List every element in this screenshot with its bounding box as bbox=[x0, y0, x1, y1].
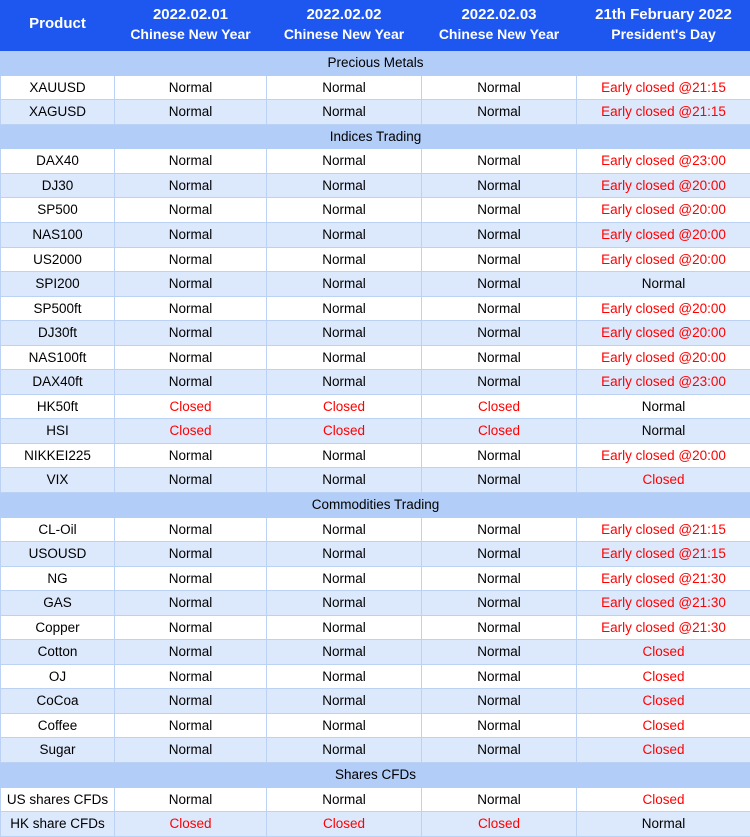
status-cell: Normal bbox=[267, 689, 422, 714]
product-name: DJ30 bbox=[1, 173, 115, 198]
section-header-row bbox=[1, 51, 750, 76]
status-cell: Early closed @21:15 bbox=[577, 100, 750, 125]
status-cell: Normal bbox=[422, 566, 577, 591]
status-cell: Normal bbox=[267, 468, 422, 493]
status-cell: Closed bbox=[422, 394, 577, 419]
status-cell: Normal bbox=[115, 100, 267, 125]
status-cell: Closed bbox=[577, 640, 750, 665]
status-cell: Normal bbox=[267, 591, 422, 616]
table-row bbox=[1, 419, 750, 444]
status-cell: Closed bbox=[577, 787, 750, 812]
status-cell: Normal bbox=[422, 738, 577, 763]
status-cell: Normal bbox=[422, 370, 577, 395]
status-cell: Normal bbox=[115, 713, 267, 738]
status-cell: Normal bbox=[115, 345, 267, 370]
product-name: US2000 bbox=[1, 247, 115, 272]
product-name: Sugar bbox=[1, 738, 115, 763]
status-cell: Normal bbox=[577, 812, 750, 837]
table-row bbox=[1, 345, 750, 370]
status-cell: Normal bbox=[267, 345, 422, 370]
column-header-date-2 bbox=[267, 1, 422, 51]
product-name: HK50ft bbox=[1, 394, 115, 419]
status-cell: Closed bbox=[267, 812, 422, 837]
product-name: SP500 bbox=[1, 198, 115, 223]
status-cell: Normal bbox=[422, 542, 577, 567]
column-header-date-2-subtitle: Chinese New Year bbox=[269, 25, 419, 44]
table-row bbox=[1, 664, 750, 689]
status-cell: Closed bbox=[115, 812, 267, 837]
product-name: CoCoa bbox=[1, 689, 115, 714]
product-name: DAX40ft bbox=[1, 370, 115, 395]
status-cell: Early closed @20:00 bbox=[577, 443, 750, 468]
table-row bbox=[1, 689, 750, 714]
status-cell: Normal bbox=[577, 419, 750, 444]
status-cell: Normal bbox=[267, 272, 422, 297]
table-row bbox=[1, 591, 750, 616]
status-cell: Normal bbox=[267, 198, 422, 223]
status-cell: Normal bbox=[115, 664, 267, 689]
status-cell: Normal bbox=[115, 370, 267, 395]
status-cell: Normal bbox=[267, 247, 422, 272]
header-row bbox=[1, 1, 750, 51]
column-header-date-3-title: 2022.02.03 bbox=[461, 6, 536, 23]
table-row bbox=[1, 615, 750, 640]
table-row bbox=[1, 370, 750, 395]
product-name: Copper bbox=[1, 615, 115, 640]
status-cell: Normal bbox=[115, 222, 267, 247]
status-cell: Early closed @20:00 bbox=[577, 247, 750, 272]
status-cell: Normal bbox=[115, 787, 267, 812]
status-cell: Normal bbox=[115, 75, 267, 100]
status-cell: Normal bbox=[115, 272, 267, 297]
column-header-date-4 bbox=[577, 1, 750, 51]
product-name: Coffee bbox=[1, 713, 115, 738]
status-cell: Normal bbox=[422, 75, 577, 100]
table-row bbox=[1, 198, 750, 223]
status-cell: Closed bbox=[577, 468, 750, 493]
product-name: HSI bbox=[1, 419, 115, 444]
status-cell: Normal bbox=[267, 370, 422, 395]
status-cell: Normal bbox=[115, 198, 267, 223]
status-cell: Normal bbox=[422, 689, 577, 714]
table-row bbox=[1, 149, 750, 174]
status-cell: Normal bbox=[115, 321, 267, 346]
status-cell: Normal bbox=[422, 713, 577, 738]
status-cell: Normal bbox=[422, 100, 577, 125]
column-header-date-1 bbox=[115, 1, 267, 51]
status-cell: Normal bbox=[267, 738, 422, 763]
column-header-date-4-title: 21th February 2022 bbox=[595, 6, 732, 23]
product-name: Cotton bbox=[1, 640, 115, 665]
status-cell: Normal bbox=[422, 296, 577, 321]
table-row bbox=[1, 321, 750, 346]
status-cell: Normal bbox=[422, 787, 577, 812]
product-name: USOUSD bbox=[1, 542, 115, 567]
section-header-row bbox=[1, 124, 750, 149]
product-name: GAS bbox=[1, 591, 115, 616]
product-name: OJ bbox=[1, 664, 115, 689]
status-cell: Normal bbox=[115, 640, 267, 665]
status-cell: Normal bbox=[267, 615, 422, 640]
status-cell: Early closed @20:00 bbox=[577, 198, 750, 223]
section-header-row bbox=[1, 763, 750, 788]
status-cell: Closed bbox=[115, 394, 267, 419]
table-row bbox=[1, 173, 750, 198]
status-cell: Normal bbox=[422, 443, 577, 468]
status-cell: Normal bbox=[422, 591, 577, 616]
table-row bbox=[1, 100, 750, 125]
status-cell: Normal bbox=[115, 542, 267, 567]
table-row bbox=[1, 812, 750, 837]
status-cell: Normal bbox=[422, 640, 577, 665]
product-name: XAGUSD bbox=[1, 100, 115, 125]
section-label: Indices Trading bbox=[1, 124, 750, 149]
status-cell: Normal bbox=[267, 787, 422, 812]
column-header-date-1-subtitle: Chinese New Year bbox=[117, 25, 264, 44]
table-row bbox=[1, 566, 750, 591]
product-name: US shares CFDs bbox=[1, 787, 115, 812]
status-cell: Normal bbox=[422, 615, 577, 640]
column-header-date-4-subtitle: President's Day bbox=[579, 25, 748, 44]
table-row bbox=[1, 272, 750, 297]
table-row bbox=[1, 222, 750, 247]
status-cell: Normal bbox=[267, 713, 422, 738]
status-cell: Normal bbox=[422, 247, 577, 272]
status-cell: Closed bbox=[267, 394, 422, 419]
status-cell: Normal bbox=[267, 542, 422, 567]
status-cell: Early closed @21:15 bbox=[577, 542, 750, 567]
status-cell: Early closed @20:00 bbox=[577, 296, 750, 321]
table-row bbox=[1, 468, 750, 493]
table-body bbox=[1, 51, 750, 837]
status-cell: Normal bbox=[422, 198, 577, 223]
column-header-date-2-title: 2022.02.02 bbox=[306, 6, 381, 23]
status-cell: Normal bbox=[422, 321, 577, 346]
table-row bbox=[1, 296, 750, 321]
status-cell: Normal bbox=[115, 468, 267, 493]
table-row bbox=[1, 75, 750, 100]
table-header bbox=[1, 1, 750, 51]
table-row bbox=[1, 443, 750, 468]
column-header-product bbox=[1, 1, 115, 51]
product-name: HK share CFDs bbox=[1, 812, 115, 837]
status-cell: Normal bbox=[577, 394, 750, 419]
product-name: NAS100 bbox=[1, 222, 115, 247]
section-label: Precious Metals bbox=[1, 51, 750, 76]
status-cell: Normal bbox=[115, 615, 267, 640]
status-cell: Normal bbox=[267, 296, 422, 321]
status-cell: Normal bbox=[267, 517, 422, 542]
product-name: VIX bbox=[1, 468, 115, 493]
status-cell: Closed bbox=[422, 812, 577, 837]
status-cell: Early closed @23:00 bbox=[577, 149, 750, 174]
status-cell: Normal bbox=[267, 222, 422, 247]
status-cell: Normal bbox=[115, 738, 267, 763]
product-name: SPI200 bbox=[1, 272, 115, 297]
product-name: DAX40 bbox=[1, 149, 115, 174]
product-name: DJ30ft bbox=[1, 321, 115, 346]
product-name: SP500ft bbox=[1, 296, 115, 321]
status-cell: Early closed @21:15 bbox=[577, 75, 750, 100]
status-cell: Normal bbox=[422, 222, 577, 247]
status-cell: Normal bbox=[422, 272, 577, 297]
column-header-date-3 bbox=[422, 1, 577, 51]
status-cell: Closed bbox=[422, 419, 577, 444]
status-cell: Early closed @20:00 bbox=[577, 222, 750, 247]
status-cell: Early closed @20:00 bbox=[577, 321, 750, 346]
status-cell: Normal bbox=[267, 321, 422, 346]
status-cell: Closed bbox=[115, 419, 267, 444]
status-cell: Normal bbox=[267, 173, 422, 198]
status-cell: Normal bbox=[422, 173, 577, 198]
status-cell: Normal bbox=[422, 345, 577, 370]
status-cell: Normal bbox=[115, 566, 267, 591]
column-header-product-title: Product bbox=[29, 15, 86, 32]
table-row bbox=[1, 713, 750, 738]
status-cell: Normal bbox=[267, 566, 422, 591]
product-name: NIKKEI225 bbox=[1, 443, 115, 468]
column-header-date-1-title: 2022.02.01 bbox=[153, 6, 228, 23]
table-row bbox=[1, 787, 750, 812]
status-cell: Early closed @21:30 bbox=[577, 615, 750, 640]
status-cell: Normal bbox=[422, 664, 577, 689]
section-header-row bbox=[1, 492, 750, 517]
status-cell: Normal bbox=[267, 443, 422, 468]
status-cell: Closed bbox=[267, 419, 422, 444]
table-row bbox=[1, 542, 750, 567]
status-cell: Normal bbox=[115, 591, 267, 616]
status-cell: Closed bbox=[577, 664, 750, 689]
status-cell: Early closed @21:15 bbox=[577, 517, 750, 542]
status-cell: Normal bbox=[267, 75, 422, 100]
column-header-date-3-subtitle: Chinese New Year bbox=[424, 25, 574, 44]
section-label: Commodities Trading bbox=[1, 492, 750, 517]
status-cell: Early closed @21:30 bbox=[577, 591, 750, 616]
product-name: NG bbox=[1, 566, 115, 591]
status-cell: Normal bbox=[422, 149, 577, 174]
status-cell: Normal bbox=[115, 247, 267, 272]
status-cell: Normal bbox=[267, 100, 422, 125]
status-cell: Normal bbox=[115, 149, 267, 174]
product-name: CL-Oil bbox=[1, 517, 115, 542]
table-row bbox=[1, 394, 750, 419]
product-name: NAS100ft bbox=[1, 345, 115, 370]
status-cell: Normal bbox=[267, 640, 422, 665]
status-cell: Normal bbox=[115, 296, 267, 321]
status-cell: Early closed @20:00 bbox=[577, 173, 750, 198]
product-name: XAUUSD bbox=[1, 75, 115, 100]
section-label: Shares CFDs bbox=[1, 763, 750, 788]
status-cell: Closed bbox=[577, 689, 750, 714]
status-cell: Early closed @21:30 bbox=[577, 566, 750, 591]
status-cell: Normal bbox=[422, 517, 577, 542]
status-cell: Early closed @23:00 bbox=[577, 370, 750, 395]
status-cell: Closed bbox=[577, 738, 750, 763]
status-cell: Early closed @20:00 bbox=[577, 345, 750, 370]
status-cell: Normal bbox=[577, 272, 750, 297]
table-row bbox=[1, 640, 750, 665]
status-cell: Normal bbox=[115, 173, 267, 198]
status-cell: Normal bbox=[115, 443, 267, 468]
status-cell: Closed bbox=[577, 713, 750, 738]
status-cell: Normal bbox=[422, 468, 577, 493]
status-cell: Normal bbox=[267, 664, 422, 689]
status-cell: Normal bbox=[267, 149, 422, 174]
status-cell: Normal bbox=[115, 517, 267, 542]
table-row bbox=[1, 517, 750, 542]
table-row bbox=[1, 247, 750, 272]
status-cell: Normal bbox=[115, 689, 267, 714]
